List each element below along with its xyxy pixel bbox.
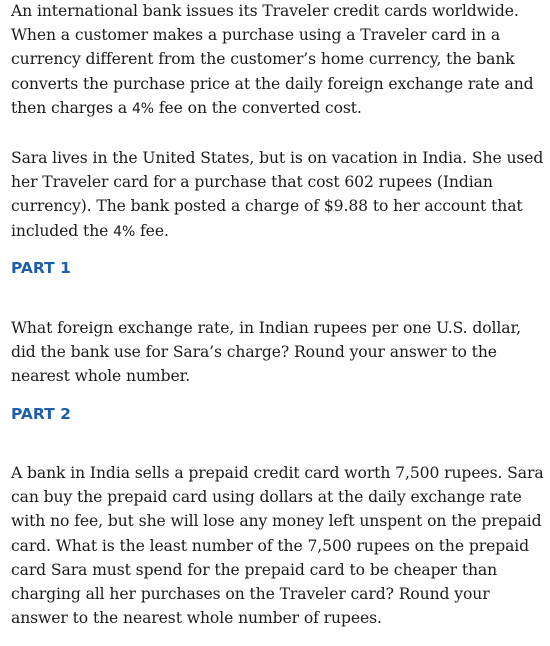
part-1-heading: PART 1 [11,259,71,277]
intro-text-end: fee on the converted cost. [154,98,362,117]
scenario-fee-percent: 4% [113,223,136,240]
part-1-question: What foreign exchange rate, in Indian rupees per one U.S. dollar, did the bank use for Sara’s charge? Round your answer to the nearest whole number. [11,319,522,386]
scenario-text: Sara lives in the United States, but is on vacation in India. She used her Traveler card for a purchase that cost 602 rupees (Indian currency). The bank posted a charge of $9.88 to her account that included the [11,149,544,240]
intro-paragraph [11,0,545,121]
part-2-heading: PART 2 [11,405,71,423]
intro-fee-percent: 4% [132,100,155,117]
part-2-question: A bank in India sells a prepaid credit card worth 7,500 rupees. Sara can buy the prepaid card using dollars at the daily exchange rate with no fee, but she will lose any money left unspent on the prepaid card. What is the least number of the 7,500 rupees on the prepaid card Sara must spend for the prepaid card to be cheaper than charging all her purchases on the Traveler card? Round your answer to the nearest whole number of rupees. [11,464,544,628]
scenario-paragraph [11,146,545,244]
intro-text: An international bank issues its Traveler credit cards worldwide. When a customer makes a purchase using a Traveler card in a currency different from the customer’s home currency, the bank converts the purchase price at the daily foreign exchange rate and then charges a [11,2,534,117]
scenario-text-end: fee. [135,221,169,240]
